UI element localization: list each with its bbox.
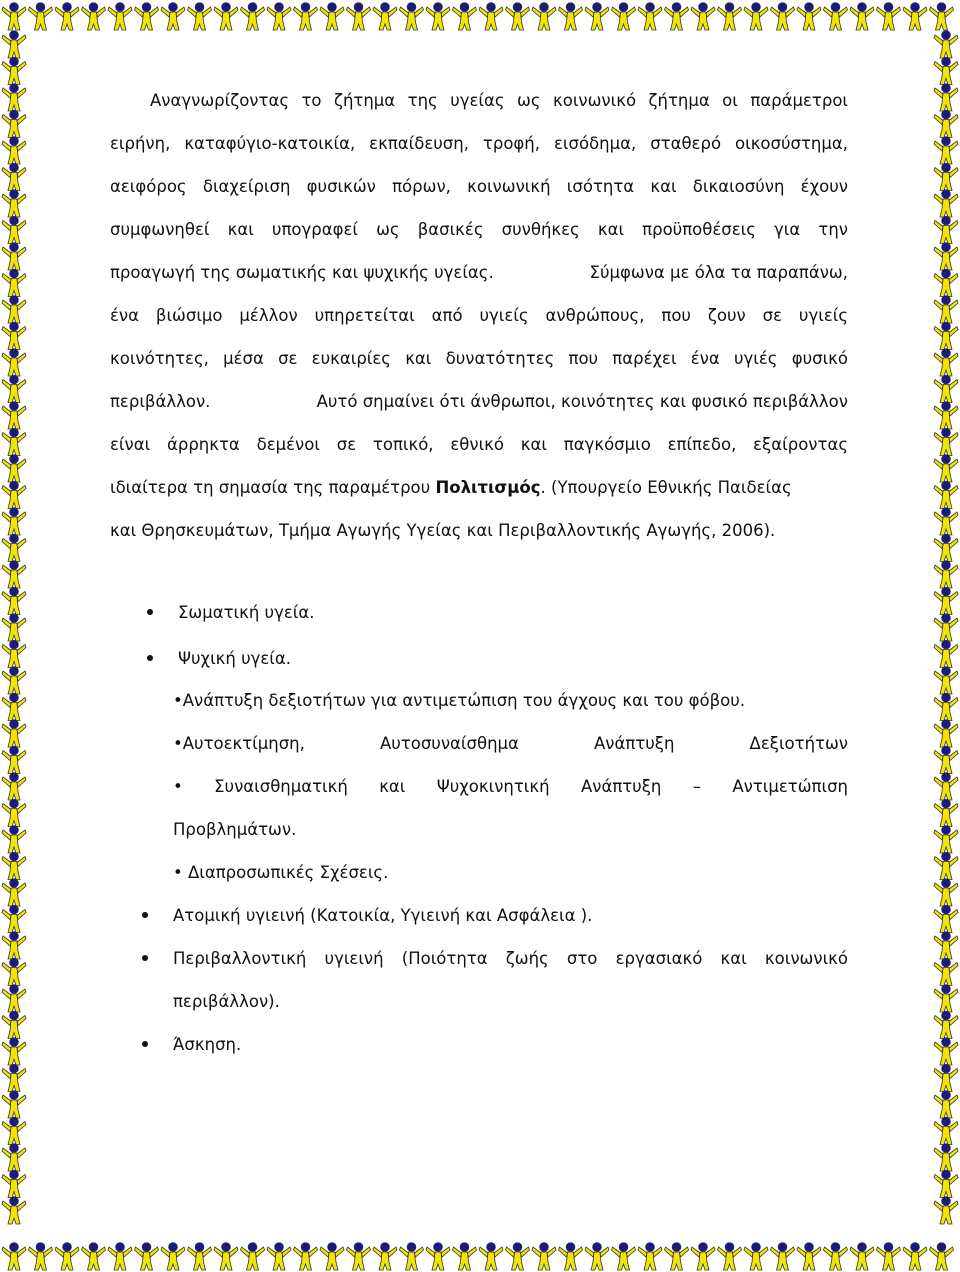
figure-icon xyxy=(294,1243,318,1271)
figure-icon xyxy=(2,932,26,960)
figure-icon xyxy=(214,1243,238,1271)
figure-icon xyxy=(559,3,583,31)
paragraph-line: και Θρησκευμάτων, Τμήμα Αγωγής Υγείας και Περιβαλλοντικής Αγωγής, 2006). xyxy=(110,521,776,540)
bullet-icon xyxy=(142,1041,148,1047)
figure-icon xyxy=(2,667,26,695)
figure-icon xyxy=(320,3,344,31)
paragraph-fragment: Αυτό σημαίνει ότι άνθρωποι, κοινότητες και φυσικό περιβάλλον xyxy=(316,392,848,411)
figure-icon xyxy=(934,84,958,112)
figure-icon xyxy=(934,693,958,721)
figure-icon xyxy=(453,1243,477,1271)
figure-icon xyxy=(934,667,958,695)
figure-icon xyxy=(2,614,26,642)
figure-icon xyxy=(744,3,768,31)
sub-list-item-continuation: Προβλημάτων. xyxy=(173,820,297,839)
paragraph-fragment: προαγωγή της σωματικής και ψυχικής υγείας. xyxy=(110,263,494,282)
figure-icon xyxy=(934,587,958,615)
figure-icon xyxy=(2,31,26,59)
bullet-icon xyxy=(147,655,153,661)
figure-icon xyxy=(934,402,958,430)
sub-list-item: •Αυτοεκτίμηση, Αυτοσυναίσθημα Ανάπτυξη Δεξιοτήτων xyxy=(173,734,848,753)
figure-icon xyxy=(934,958,958,986)
figure-icon xyxy=(479,3,503,31)
figure-icon xyxy=(934,1117,958,1145)
figure-icon xyxy=(55,1243,79,1271)
figure-icon xyxy=(2,163,26,191)
figure-icon xyxy=(934,1011,958,1039)
figure-icon xyxy=(934,561,958,589)
figure-icon xyxy=(2,216,26,244)
figure-icon xyxy=(2,720,26,748)
figure-icon xyxy=(934,137,958,165)
figure-icon xyxy=(320,1243,344,1271)
figure-icon xyxy=(426,3,450,31)
bullet-icon xyxy=(142,955,148,961)
sub-list-item: •Ανάπτυξη δεξιοτήτων για αντιμετώπιση του άγχους και του φόβου. xyxy=(173,691,746,710)
figure-icon xyxy=(934,799,958,827)
figure-icon xyxy=(934,163,958,191)
figure-icon xyxy=(2,455,26,483)
figure-icon xyxy=(2,137,26,165)
figure-icon xyxy=(532,1243,556,1271)
bullet-icon xyxy=(147,609,153,615)
paragraph-line xyxy=(110,477,848,499)
figure-icon xyxy=(934,826,958,854)
figure-icon xyxy=(934,57,958,85)
figure-icon xyxy=(934,905,958,933)
figure-icon xyxy=(934,269,958,297)
figure-icon xyxy=(824,1243,848,1271)
figure-icon xyxy=(2,905,26,933)
figure-icon xyxy=(877,3,901,31)
paragraph-line: αειφόρος διαχείριση φυσικών πόρων, κοινωνική ισότητα και δικαιοσύνη έχουν xyxy=(110,177,848,196)
figure-icon xyxy=(559,1243,583,1271)
list-item: Σωματική υγεία. xyxy=(178,603,315,622)
figure-icon xyxy=(2,322,26,350)
figure-icon xyxy=(2,958,26,986)
figure-icon xyxy=(934,1170,958,1198)
figure-icon xyxy=(161,3,185,31)
figure-icon xyxy=(934,879,958,907)
figure-icon xyxy=(934,428,958,456)
figure-icon xyxy=(934,1091,958,1119)
figure-icon xyxy=(771,1243,795,1271)
list-item: Ψυχική υγεία. xyxy=(178,649,292,668)
paragraph-fragment: . (Υπουργείο Εθνικής Παιδείας xyxy=(540,478,792,497)
figure-icon xyxy=(934,216,958,244)
paragraph-line: συμφωνηθεί και υπογραφεί ως βασικές συνθήκες και προϋποθέσεις για την xyxy=(110,220,848,239)
figure-icon xyxy=(2,1064,26,1092)
paragraph-line: είναι άρρηκτα δεμένοι σε τοπικό, εθνικό και παγκόσμιο επίπεδο, εξαίροντας xyxy=(110,435,848,454)
figure-icon xyxy=(214,3,238,31)
figure-icon xyxy=(934,110,958,138)
list-item: Άσκηση. xyxy=(173,1035,242,1054)
figure-icon xyxy=(2,693,26,721)
figure-icon xyxy=(934,296,958,324)
figure-icon xyxy=(29,1243,53,1271)
figure-icon xyxy=(2,773,26,801)
figure-icon xyxy=(2,375,26,403)
figure-icon xyxy=(930,3,954,31)
figure-icon xyxy=(638,1243,662,1271)
figure-icon xyxy=(934,481,958,509)
figure-icon xyxy=(2,1170,26,1198)
paragraph-line xyxy=(110,262,848,284)
figure-icon xyxy=(934,534,958,562)
figure-icon xyxy=(453,3,477,31)
figure-icon xyxy=(824,3,848,31)
figure-icon xyxy=(29,3,53,31)
figure-icon xyxy=(2,243,26,271)
sub-list-item: • Συναισθηματική και Ψυχοκινητική Ανάπτυξη – Αντιμετώπιση xyxy=(173,777,848,796)
figure-icon xyxy=(934,508,958,536)
figure-icon xyxy=(2,1197,26,1225)
figure-icon xyxy=(347,1243,371,1271)
figure-icon xyxy=(934,773,958,801)
figure-icon xyxy=(2,110,26,138)
figure-icon xyxy=(718,1243,742,1271)
figure-icon xyxy=(797,1243,821,1271)
figure-icon xyxy=(506,3,530,31)
figure-icon xyxy=(934,720,958,748)
paragraph-line: Αναγνωρίζοντας το ζήτημα της υγείας ως κοινωνικό ζήτημα οι παράμετροι xyxy=(150,91,848,110)
figure-icon xyxy=(55,3,79,31)
figure-icon xyxy=(612,1243,636,1271)
figure-icon xyxy=(241,1243,265,1271)
paragraph-line: ειρήνη, καταφύγιο-κατοικία, εκπαίδευση, τροφή, εισόδημα, σταθερό οικοσύστημα, xyxy=(110,134,848,153)
emphasis-politismos: Πολιτισμός xyxy=(435,478,541,497)
figure-icon xyxy=(850,1243,874,1271)
figure-icon xyxy=(532,3,556,31)
figure-icon xyxy=(188,3,212,31)
paragraph-fragment: Σύμφωνα με όλα τα παραπάνω, xyxy=(589,263,848,282)
figure-icon xyxy=(82,3,106,31)
figure-icon xyxy=(934,322,958,350)
figure-icon xyxy=(934,1144,958,1172)
figure-icon xyxy=(934,985,958,1013)
figure-icon xyxy=(744,1243,768,1271)
figure-icon xyxy=(267,1243,291,1271)
figure-icon xyxy=(771,3,795,31)
figure-icon xyxy=(612,3,636,31)
figure-icon xyxy=(2,561,26,589)
figure-icon xyxy=(267,3,291,31)
figure-icon xyxy=(2,269,26,297)
figure-icon xyxy=(2,3,26,31)
figure-icon xyxy=(850,3,874,31)
figure-icon xyxy=(426,1243,450,1271)
figure-icon xyxy=(930,1243,954,1271)
figure-icon xyxy=(2,349,26,377)
figure-icon xyxy=(2,402,26,430)
figure-icon xyxy=(665,3,689,31)
figure-icon xyxy=(903,3,927,31)
figure-icon xyxy=(2,1243,26,1271)
figure-icon xyxy=(2,1038,26,1066)
figure-icon xyxy=(934,1197,958,1225)
figure-icon xyxy=(506,1243,530,1271)
figure-icon xyxy=(2,1011,26,1039)
figure-icon xyxy=(135,3,159,31)
figure-icon xyxy=(934,349,958,377)
paragraph-fragment: περιβάλλον. xyxy=(110,392,211,411)
figure-icon xyxy=(2,534,26,562)
bullet-icon xyxy=(142,912,148,918)
figure-icon xyxy=(400,1243,424,1271)
figure-icon xyxy=(2,190,26,218)
figure-icon xyxy=(934,852,958,880)
figure-icon xyxy=(934,640,958,668)
figure-icon xyxy=(2,1091,26,1119)
figure-icon xyxy=(2,428,26,456)
figure-icon xyxy=(934,375,958,403)
figure-icon xyxy=(2,879,26,907)
figure-icon xyxy=(797,3,821,31)
list-item: Περιβαλλοντική υγιεινή (Ποιότητα ζωής στο εργασιακό και κοινωνικό xyxy=(173,949,848,968)
figure-icon xyxy=(135,1243,159,1271)
figure-icon xyxy=(718,3,742,31)
figure-icon xyxy=(108,1243,132,1271)
figure-icon xyxy=(2,746,26,774)
figure-icon xyxy=(2,640,26,668)
figure-icon xyxy=(479,1243,503,1271)
figure-icon xyxy=(161,1243,185,1271)
figure-icon xyxy=(373,1243,397,1271)
figure-icon xyxy=(2,1144,26,1172)
paragraph-fragment: ιδιαίτερα τη σημασία της παραμέτρου xyxy=(110,478,431,497)
sub-list-item: • Διαπροσωπικές Σχέσεις. xyxy=(173,863,389,882)
figure-icon xyxy=(934,1038,958,1066)
figure-icon xyxy=(2,481,26,509)
figure-icon xyxy=(2,852,26,880)
paragraph-line: κοινότητες, μέσα σε ευκαιρίες και δυνατότητες που παρέχει ένα υγιές φυσικό xyxy=(110,349,848,368)
list-item: Ατομική υγιεινή (Κατοικία, Υγιεινή και Ασφάλεια ). xyxy=(173,906,593,925)
figure-icon xyxy=(934,31,958,59)
figure-icon xyxy=(347,3,371,31)
figure-icon xyxy=(934,614,958,642)
paragraph-line xyxy=(110,391,848,413)
figure-icon xyxy=(108,3,132,31)
figure-icon xyxy=(934,1064,958,1092)
figure-icon xyxy=(691,3,715,31)
figure-icon xyxy=(2,1117,26,1145)
figure-icon xyxy=(400,3,424,31)
figure-icon xyxy=(934,243,958,271)
figure-icon xyxy=(934,746,958,774)
figure-icon xyxy=(903,1243,927,1271)
figure-icon xyxy=(188,1243,212,1271)
figure-icon xyxy=(2,587,26,615)
figure-icon xyxy=(294,3,318,31)
figure-icon xyxy=(2,57,26,85)
figure-icon xyxy=(373,3,397,31)
figure-icon xyxy=(2,508,26,536)
figure-icon xyxy=(2,296,26,324)
figure-icon xyxy=(877,1243,901,1271)
figure-icon xyxy=(82,1243,106,1271)
figure-icon xyxy=(934,455,958,483)
figure-icon xyxy=(934,190,958,218)
figure-icon xyxy=(2,985,26,1013)
figure-icon xyxy=(585,1243,609,1271)
figure-icon xyxy=(585,3,609,31)
figure-icon xyxy=(2,84,26,112)
figure-icon xyxy=(638,3,662,31)
list-item-continuation: περιβάλλον). xyxy=(173,992,280,1011)
figure-icon xyxy=(2,799,26,827)
figure-icon xyxy=(691,1243,715,1271)
paragraph-line: ένα βιώσιμο μέλλον υπηρετείται από υγιείς ανθρώπους, που ζουν σε υγιείς xyxy=(110,306,848,325)
figure-icon xyxy=(665,1243,689,1271)
figure-icon xyxy=(241,3,265,31)
figure-icon xyxy=(2,826,26,854)
figure-icon xyxy=(934,932,958,960)
